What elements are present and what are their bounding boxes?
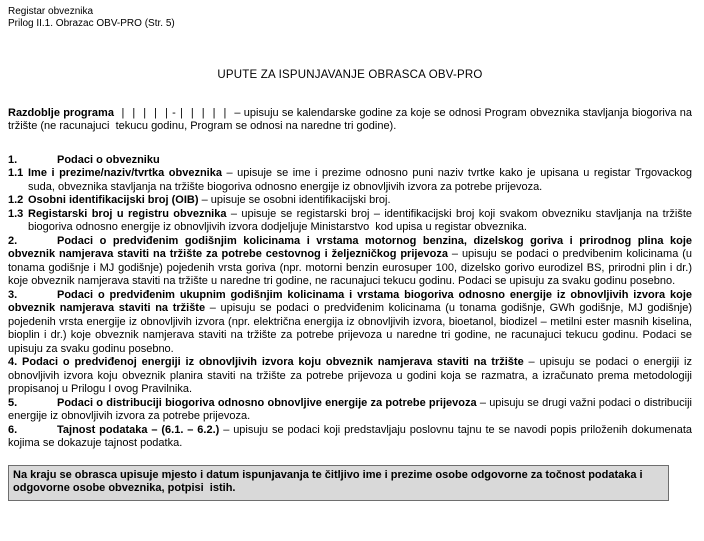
section-number: 1.1	[8, 167, 24, 179]
section-6	[8, 424, 692, 451]
section-1	[8, 154, 692, 168]
section-number: 1.3	[8, 207, 24, 220]
section-number: 3.	[8, 288, 18, 301]
section-body: – upisuju se podaci o predviđenim kolicinama (u tonama godišnje, GWh godišnje, MJ godišnje) pojedenih vrsta energije iz obnovljivih izvora (npr. električna energija iz obnovljivih izvora, bioetanol, biodizel – metilni ester masnih kiselina, bioplin i dr.) koje obveznik namjerava staviti na tržište za potrebe prijevoza u naredne tri godine, ne racunajuci tekucu godinu. Podaci se upisuju za svaku godinu posebno.	[8, 302, 693, 355]
section-3	[8, 289, 692, 357]
section-body: – upisuju se podaci o energiji iz obnovljivih izvora koju obveznik planira staviti na tržište za potrebe prijevoza u godini koja se razmatra, a izračunato prema metodologiji propisanoj u Prilogu I ovog Pravilnika.	[8, 356, 692, 395]
header-line-1: Registar obveznika	[8, 6, 94, 17]
program-period-label: Razdoblje programa	[8, 106, 114, 119]
section-body: – upisuje se ime i prezime odnosno puni naziv tvrtke kako je upisana u registar Trgovackog suda, obveznika stavljanja na tržište biogoriva odnosno energije iz obnovljivih izvora za potrebe prijevoza.	[28, 167, 692, 193]
section-4	[8, 356, 692, 397]
section-heading: Tajnost podataka – (6.1. – 6.2.)	[57, 423, 220, 436]
section-number: 6.	[8, 423, 18, 436]
section-heading: Podaci o predviđenim godišnjim kolicinama i vrstama motornog benzina, dizelskog goriva i prirodnog plina koje obveznik namjerava staviti na tržište za potrebe cestovnog i željezničkog prijevoza	[8, 234, 692, 260]
section-body: – upisuju se podaci o predvibenim kolicinama (u tonama godišnje i MJ godišnje) pojedenih vrsta goriva (npr. motorni benzin eurosuper 100, dizelsko gorivo eurodizel BS, prirodni plin i dr.) koje obveznik namjerava staviti na tržište u naredne tri godine, ne racunajuci tekucu godinu. Podaci se upisuju za svaku godinu posebno.	[8, 248, 693, 287]
section-heading: Podaci o obvezniku	[57, 153, 160, 166]
closing-instruction-box: Na kraju se obrasca upisuje mjesto i datum ispunjavanja te čitljivo ime i prezime osobe odgovorne za točnost podataka i odgovorne osobe obveznika, potpisi istih.	[8, 465, 669, 501]
section-body: – upisuju se drugi važni podaci o distribuciji energije iz obnovljivih izvora za potrebe prijevoza.	[8, 396, 692, 422]
program-period-paragraph	[8, 107, 692, 134]
document-header	[8, 6, 692, 29]
section-1-3	[8, 208, 692, 235]
section-number: 1.	[8, 153, 18, 166]
document-title: UPUTE ZA ISPUNJAVANJE OBRASCA OBV-PRO	[217, 69, 483, 81]
section-number: 4.	[8, 356, 18, 368]
program-period-text: – upisuju se kalendarske godine za koje se odnosi Program obveznika stavljanja biogoriva na tržište (ne racunajuci tekucu godinu, Program se odnosi na naredne tri godine).	[8, 106, 692, 132]
section-heading: Podaci o predviđenoj energiji iz obnovljivih izvora koju obveznik namjerava staviti na tržište	[22, 356, 524, 368]
section-number: 1.2	[8, 194, 24, 206]
section-number: 5.	[8, 396, 18, 409]
year-entry-boxes: | | | | | - | | | | |	[113, 106, 235, 119]
section-heading: Osobni identifikacijski broj (OIB)	[28, 194, 199, 206]
section-5	[8, 397, 692, 424]
header-line-2: Prilog II.1. Obrazac OBV-PRO (Str. 5)	[8, 17, 175, 29]
section-heading: Registarski broj u registru obveznika	[28, 207, 227, 220]
section-body: – upisuje se osobni identifikacijski broj.	[201, 194, 391, 206]
section-body: – upisuje se registarski broj – identifikacijski broj koji svakom obvezniku stavljanja na tržište biogoriva odnosno energije iz obnovljivih izvora dodjeljuje Ministarstvo kod upisa u registar obveznika.	[28, 207, 692, 233]
instructions-list	[8, 154, 692, 451]
section-2	[8, 235, 692, 289]
section-heading: Podaci o distribuciji biogoriva odnosno obnovljive energije za potrebe prijevoza	[57, 396, 477, 409]
section-heading: Ime i prezime/naziv/tvrtka obveznika	[28, 167, 222, 179]
section-heading: Podaci o predviđenim ukupnim godišnjim kolicinama i vrstama biogoriva odnosno energije iz obnovljivih izvora koje obveznik namjerava staviti na tržište	[8, 288, 692, 314]
section-number: 2.	[8, 234, 18, 247]
section-1-2	[8, 194, 692, 208]
section-1-1	[8, 167, 692, 194]
section-body: – upisuju se podaci koji predstavljaju poslovnu tajnu te se navodi popis priloženih dokumenata kojima se dokazuje tajnost podatka.	[8, 423, 693, 449]
